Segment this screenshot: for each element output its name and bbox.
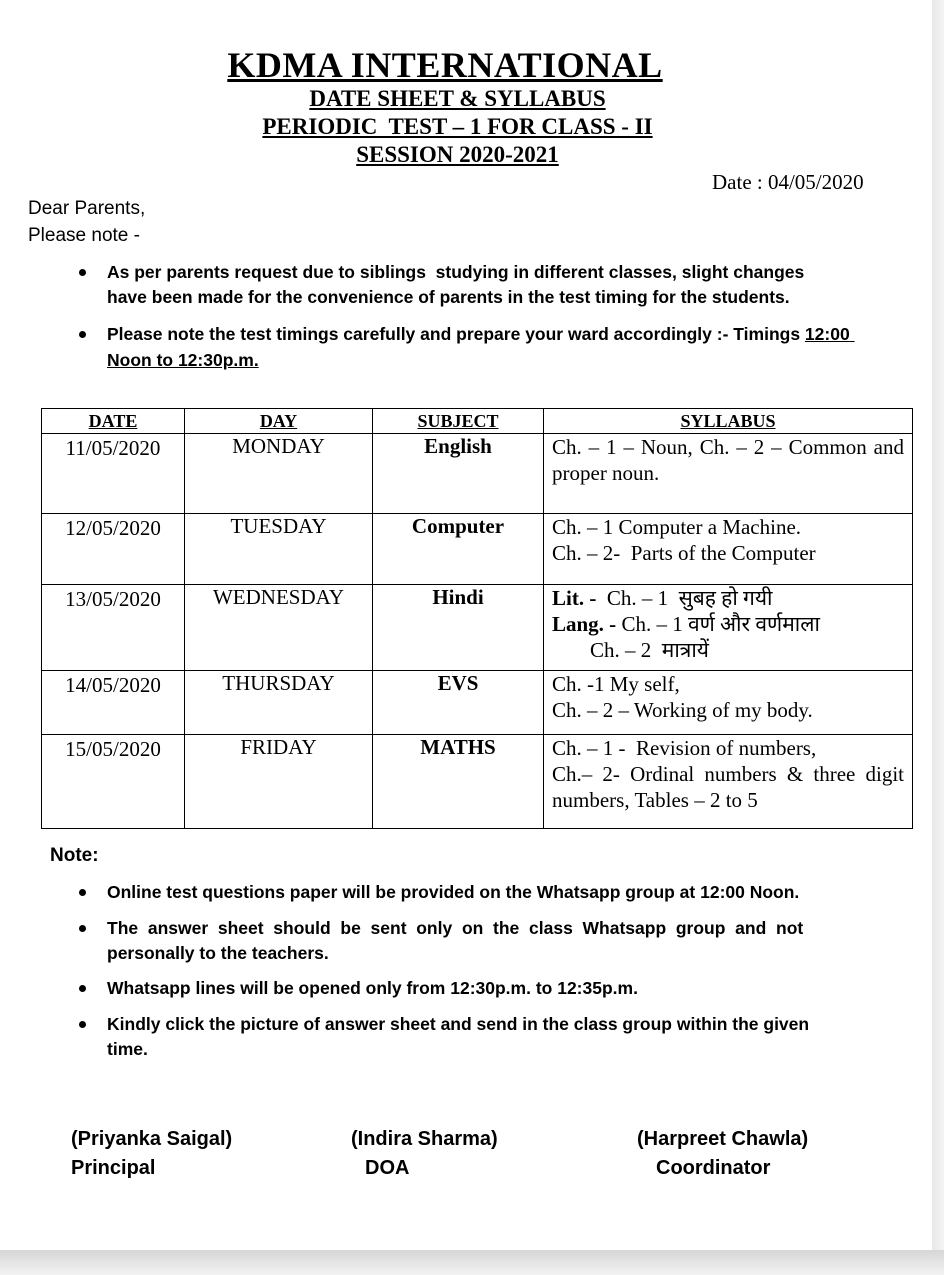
intro-bullet-1-line-2: have been made for the convenience of parents in the test timing for the students. [107, 287, 790, 307]
table-row [42, 735, 913, 829]
row-date: 13/05/2020 [42, 585, 185, 671]
timing-start: 12:00 [804, 324, 850, 344]
document-title: DATE SHEET & SYLLABUS [309, 86, 606, 111]
signature-coordinator-name: (Harpreet Chawla) [637, 1128, 809, 1150]
timing-note: Please note the test timings carefully and prepare your ward accordingly :- Timings [107, 324, 805, 344]
header-date: DATE [42, 409, 185, 434]
row-syllabus [544, 671, 913, 735]
bullet-icon [79, 889, 86, 896]
row-date: 15/05/2020 [42, 735, 185, 829]
lang-text: Ch. – 1 वर्ण और वर्णमाला [616, 612, 820, 636]
note-item-2-line-2: personally to the teachers. [107, 943, 329, 963]
row-day: TUESDAY [185, 514, 373, 585]
row-syllabus [544, 514, 913, 585]
syllabus-line: Ch. – 2- Parts of the Computer [552, 541, 816, 565]
row-syllabus [544, 585, 913, 671]
table-row [42, 585, 913, 671]
syllabus-line: Ch. – 1 - Revision of numbers, [552, 736, 817, 760]
note-item-4-line-1: Kindly click the picture of answer sheet and send in the class group within the given [107, 1014, 810, 1034]
bullet-icon [79, 331, 86, 338]
header-subject: SUBJECT [373, 409, 544, 434]
school-name: KDMA INTERNATIONAL [227, 45, 663, 85]
syllabus-line: Ch.– 2- Ordinal numbers & three digit numbers, Tables – 2 to 5 [552, 762, 904, 812]
bullet-icon [79, 1021, 86, 1028]
note-item-2-line-1: The answer sheet should be sent only on the class Whatsapp group and not [107, 918, 804, 938]
page-shadow-right [932, 0, 944, 1250]
table-row [42, 514, 913, 585]
syllabus-line: Ch. – 2 मात्रायें [590, 638, 709, 662]
row-date: 12/05/2020 [42, 514, 185, 585]
row-day: FRIDAY [185, 735, 373, 829]
signature-doa-role: DOA [365, 1157, 410, 1179]
signature-principal-name: (Priyanka Saigal) [71, 1128, 233, 1150]
header-syllabus: SYLLABUS [544, 409, 913, 434]
session-title: SESSION 2020-2021 [356, 142, 559, 167]
syllabus-line [552, 611, 904, 637]
table-row [42, 434, 913, 514]
document-date: Date : 04/05/2020 [712, 170, 864, 194]
bullet-icon [79, 269, 86, 276]
intro-bullet-2-line-1 [107, 322, 855, 347]
syllabus-line [552, 585, 904, 611]
timing-range: Noon to 12:30p.m. [107, 350, 259, 370]
bullet-icon [79, 985, 86, 992]
date-sheet-table [41, 408, 913, 829]
syllabus-line: Ch. -1 My self, [552, 672, 680, 696]
note-item-1: Online test questions paper will be provided on the Whatsapp group at 12:00 Noon. [107, 882, 800, 902]
row-subject: English [373, 434, 544, 514]
signature-principal-role: Principal [71, 1157, 156, 1179]
note-title: Note: [50, 845, 99, 866]
syllabus-line: Ch. – 1 Computer a Machine. [552, 515, 802, 539]
row-syllabus: Ch. – 1 – Noun, Ch. – 2 – Common and proper noun. [544, 434, 913, 514]
lang-label: Lang. - [552, 612, 617, 636]
table-row [42, 671, 913, 735]
note-item-4-line-2: time. [107, 1039, 148, 1059]
bullet-icon [79, 925, 86, 932]
row-date: 11/05/2020 [42, 434, 185, 514]
row-date: 14/05/2020 [42, 671, 185, 735]
signature-coordinator-role: Coordinator [656, 1157, 771, 1179]
test-title: PERIODIC TEST – 1 FOR CLASS - II [262, 114, 653, 139]
salutation: Dear Parents, [28, 198, 146, 219]
intro-bullet-1-line-1: As per parents request due to siblings studying in different classes, slight changes [107, 262, 805, 282]
row-subject: Computer [373, 514, 544, 585]
lit-label: Lit. - [552, 586, 597, 610]
header-day: DAY [185, 409, 373, 434]
row-subject: Hindi [373, 585, 544, 671]
row-subject: MATHS [373, 735, 544, 829]
lit-text: Ch. – 1 सुबह हो गयी [596, 586, 773, 610]
row-day: MONDAY [185, 434, 373, 514]
row-day: WEDNESDAY [185, 585, 373, 671]
syllabus-line: Ch. – 2 – Working of my body. [552, 698, 813, 722]
row-subject: EVS [373, 671, 544, 735]
row-syllabus [544, 735, 913, 829]
note-item-3: Whatsapp lines will be opened only from 12:30p.m. to 12:35p.m. [107, 978, 638, 998]
row-day: THURSDAY [185, 671, 373, 735]
signature-doa-name: (Indira Sharma) [351, 1128, 498, 1150]
page-shadow-bottom [0, 1250, 944, 1275]
please-note: Please note - [28, 225, 140, 246]
table-header-row [42, 409, 913, 434]
